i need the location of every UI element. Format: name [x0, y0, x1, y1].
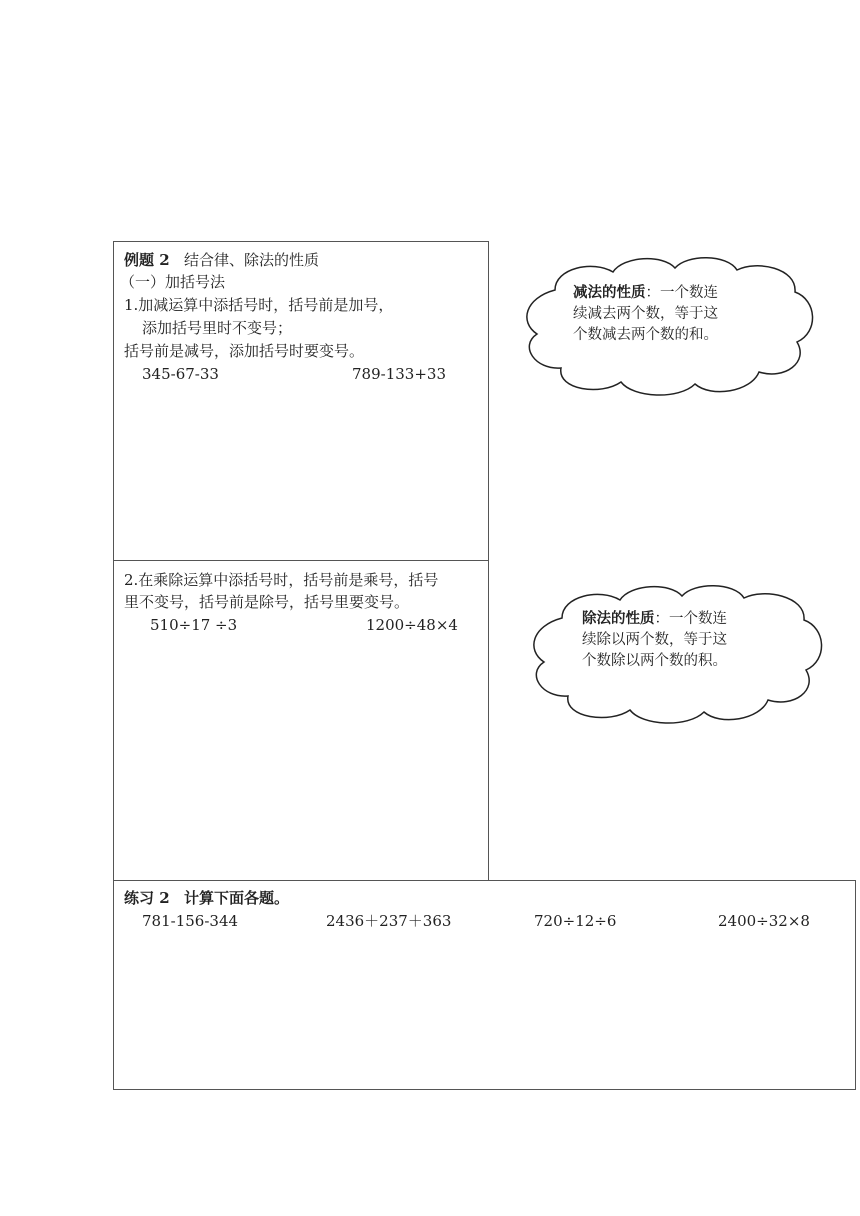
rule1-line2: 添加括号里时不变号；	[142, 319, 293, 337]
expression-1: 345-67-33	[142, 365, 219, 383]
subtraction-title: 减法的性质	[573, 284, 646, 301]
practice-problem-3: 720÷12÷6	[534, 912, 617, 930]
rule2-line1: 2.在乘除运算中添括号时，括号前是乘号，括号	[124, 571, 439, 589]
rule1-line3: 括号前是减号，添加括号时要变号。	[124, 342, 365, 360]
practice-label: 练习 2	[124, 889, 170, 907]
practice-problem-2: 2436＋237＋363	[326, 912, 452, 930]
expression-2: 789-133+33	[352, 365, 446, 383]
division-title: 除法的性质	[582, 610, 655, 627]
subtraction-text-2: 续减去两个数，等于这	[573, 306, 718, 322]
practice-problem-4: 2400÷32×8	[718, 912, 810, 930]
practice-instruction: 计算下面各题。	[183, 889, 289, 907]
example-label: 例题 2	[124, 251, 170, 269]
practice-heading	[124, 888, 289, 908]
division-cloud-text	[582, 608, 727, 672]
subtraction-text-3: 个数减去两个数的和。	[573, 327, 718, 343]
example-heading	[124, 250, 319, 270]
subtraction-text-1: ：一个数连	[645, 285, 718, 301]
rule1-line1: 1.加减运算中添括号时，括号前是加号，	[124, 296, 394, 314]
subtraction-cloud-text	[573, 282, 718, 346]
division-text-3: 个数除以两个数的积。	[582, 653, 727, 669]
example-topic: 结合律、除法的性质	[183, 251, 319, 269]
division-text-2: 续除以两个数，等于这	[582, 632, 727, 648]
practice-problem-1: 781-156-344	[142, 912, 239, 930]
rule2-line2: 里不变号，括号前是除号，括号里要变号。	[124, 593, 410, 611]
expression-3: 510÷17 ÷3	[150, 616, 238, 634]
expression-4: 1200÷48×4	[366, 616, 458, 634]
division-text-1: ：一个数连	[654, 611, 727, 627]
section-title: （一）加括号法	[120, 273, 226, 291]
